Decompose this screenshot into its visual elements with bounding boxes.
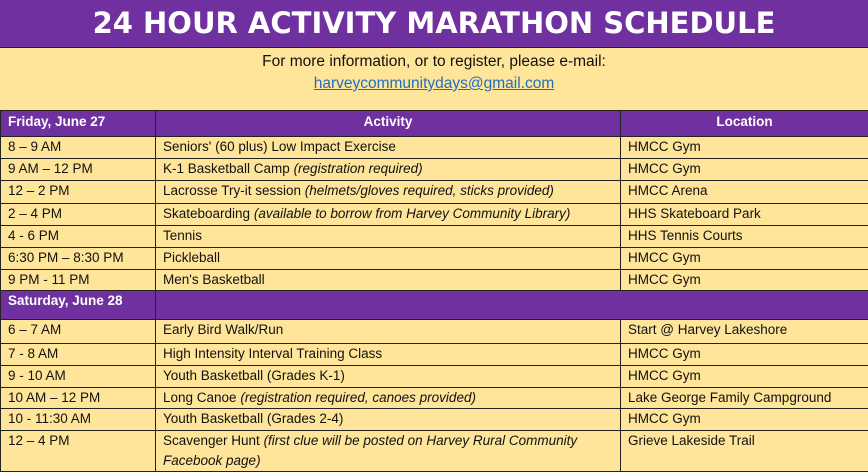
time-cell: 9 PM - 11 PM xyxy=(1,270,156,291)
table-row xyxy=(1,388,868,409)
time-cell: 10 - 11:30 AM xyxy=(1,409,156,431)
schedule-table xyxy=(0,110,868,472)
activity-name: Early Bird Walk/Run xyxy=(163,322,284,337)
time-cell: 9 AM – 12 PM xyxy=(1,159,156,181)
email-link[interactable]: harveycommunitydays@gmail.com xyxy=(313,75,555,92)
time-cell: 2 – 4 PM xyxy=(1,204,156,226)
activity-cell xyxy=(156,409,621,431)
activity-note: (first clue will be posted on Harvey Rural Community Facebook page) xyxy=(163,433,578,468)
activity-cell xyxy=(156,159,621,181)
activity-name: Youth Basketball (Grades K-1) xyxy=(163,368,345,383)
time-cell: 12 – 4 PM xyxy=(1,431,156,472)
location-cell: HMCC Gym xyxy=(621,344,868,366)
activity-name: Long Canoe xyxy=(163,390,241,405)
time-cell: 12 – 2 PM xyxy=(1,181,156,204)
table-row xyxy=(1,159,868,181)
day-label: Saturday, June 28 xyxy=(1,291,156,320)
activity-cell xyxy=(156,181,621,204)
table-row xyxy=(1,431,868,472)
activity-cell xyxy=(156,344,621,366)
table-row xyxy=(1,137,868,159)
day-row-fill xyxy=(156,291,868,320)
activity-name: Men's Basketball xyxy=(163,272,265,287)
day-row-saturday xyxy=(1,291,868,320)
time-cell: 6 – 7 AM xyxy=(1,320,156,344)
table-row xyxy=(1,366,868,388)
table-row xyxy=(1,320,868,344)
table-row xyxy=(1,204,868,226)
activity-name: Scavenger Hunt xyxy=(163,433,264,448)
info-section xyxy=(0,48,868,110)
activity-name: High Intensity Interval Training Class xyxy=(163,346,383,361)
header-location: Location xyxy=(621,111,868,137)
activity-cell xyxy=(156,204,621,226)
activity-name: K-1 Basketball Camp xyxy=(163,161,294,176)
table-row xyxy=(1,270,868,291)
time-cell: 9 - 10 AM xyxy=(1,366,156,388)
header-day: Friday, June 27 xyxy=(1,111,156,137)
location-cell: HMCC Gym xyxy=(621,366,868,388)
activity-cell xyxy=(156,388,621,409)
time-cell: 7 - 8 AM xyxy=(1,344,156,366)
activity-cell xyxy=(156,320,621,344)
activity-cell xyxy=(156,226,621,248)
activity-note: (registration required, canoes provided) xyxy=(240,390,476,405)
location-cell: HHS Skateboard Park xyxy=(621,204,868,226)
activity-note: (registration required) xyxy=(293,161,423,176)
activity-name: Tennis xyxy=(163,228,203,243)
activity-note: (helmets/gloves required, sticks provided) xyxy=(304,183,554,198)
table-row xyxy=(1,181,868,204)
activity-name: Skateboarding xyxy=(163,206,254,221)
info-text: For more information, or to register, please e-mail: xyxy=(262,53,606,70)
activity-name: Seniors' (60 plus) Low Impact Exercise xyxy=(163,139,396,154)
activity-cell xyxy=(156,270,621,291)
activity-cell xyxy=(156,366,621,388)
location-cell: Grieve Lakeside Trail xyxy=(621,431,868,472)
table-row xyxy=(1,226,868,248)
time-cell: 10 AM – 12 PM xyxy=(1,388,156,409)
activity-cell xyxy=(156,431,621,472)
location-cell: HMCC Gym xyxy=(621,270,868,291)
time-cell: 8 – 9 AM xyxy=(1,137,156,159)
location-cell: Start @ Harvey Lakeshore xyxy=(621,320,868,344)
activity-cell xyxy=(156,137,621,159)
activity-note: (available to borrow from Harvey Community Library) xyxy=(253,206,571,221)
activity-name: Lacrosse Try-it session xyxy=(163,183,305,198)
location-cell: HMCC Gym xyxy=(621,248,868,270)
location-cell: HMCC Gym xyxy=(621,137,868,159)
table-row xyxy=(1,409,868,431)
location-cell: HHS Tennis Courts xyxy=(621,226,868,248)
table-row xyxy=(1,344,868,366)
header-row xyxy=(1,111,868,137)
activity-name: Youth Basketball (Grades 2-4) xyxy=(163,411,344,426)
location-cell: HMCC Gym xyxy=(621,409,868,431)
time-cell: 4 - 6 PM xyxy=(1,226,156,248)
location-cell: HMCC Arena xyxy=(621,181,868,204)
activity-cell xyxy=(156,248,621,270)
page-title: 24 HOUR ACTIVITY MARATHON SCHEDULE xyxy=(0,0,868,48)
time-cell: 6:30 PM – 8:30 PM xyxy=(1,248,156,270)
location-cell: HMCC Gym xyxy=(621,159,868,181)
activity-name: Pickleball xyxy=(163,250,221,265)
table-row xyxy=(1,248,868,270)
header-activity: Activity xyxy=(156,111,621,137)
location-cell: Lake George Family Campground xyxy=(621,388,868,409)
